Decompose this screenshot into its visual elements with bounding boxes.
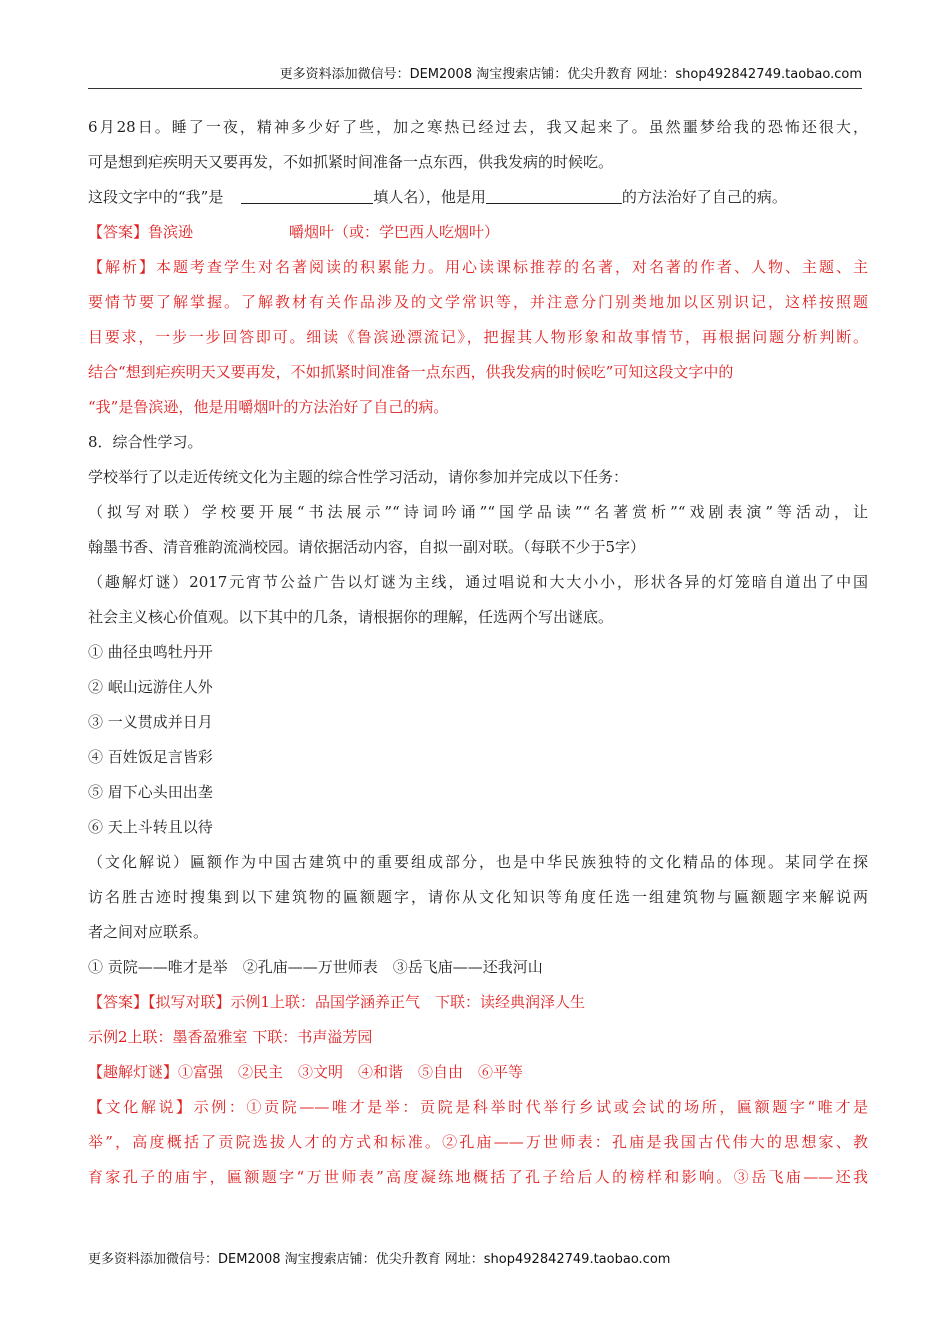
q7-answer-method: 嚼烟叶（或：学巴西人吃烟叶） <box>289 223 500 241</box>
page-header: 更多资料添加微信号：DEM2008 淘宝搜索店铺：优尖升教育 网址：shop492842749.taobao.com <box>88 64 862 89</box>
q8-answer-riddle: 【趣解灯谜】①富强 ②民主 ③文明 ④和谐 ⑤自由 ⑥平等 <box>88 1063 524 1081</box>
q7-answer-name: 【答案】鲁滨逊 <box>88 223 194 241</box>
riddle-item-2: ② 岷山远游住人外 <box>88 678 213 696</box>
q7-analysis-line-5: “我”是鲁滨逊，他是用嚼烟叶的方法治好了自己的病。 <box>88 398 449 416</box>
q8-answer-couplet-2: 示例2上联：墨香盈雅室 下联：书声溢芳园 <box>88 1028 373 1046</box>
q7-answer <box>88 215 868 250</box>
riddle-item-4: ④ 百姓饭足言皆彩 <box>88 748 213 766</box>
q7-analysis-line-4: 结合“想到疟疾明天又要再发，不如抓紧时间准备一点东西，供我发病的时候吃”可知这段文字中的 <box>88 363 734 381</box>
q7-question-part-a: 这段文字中的“我”是 <box>88 188 224 206</box>
q8-answer-couplet-1: 【答案】【拟写对联】示例1上联：品国学涵养正气 下联：读经典润泽人生 <box>88 993 586 1011</box>
q8-riddle-line-1: （趣解灯谜）2017元宵节公益广告以灯谜为主线，通过唱说和大大小小，形状各异的灯笼暗自道出了中国 <box>88 573 868 591</box>
q8-plaque-line-1: （文化解说）匾额作为中国古建筑中的重要组成部分，也是中华民族独特的文化精品的体现。某同学在探 <box>88 853 868 871</box>
q8-riddle-line-2: 社会主义核心价值观。以下其中的几条，请根据你的理解，任选两个写出谜底。 <box>88 608 614 626</box>
page-content <box>88 110 868 1195</box>
riddle-item-1: ① 曲径虫鸣牡丹开 <box>88 643 213 661</box>
q7-blank-method <box>486 183 622 204</box>
q8-answer-plaque-line-1: 【文化解说】示例：①贡院——唯才是举：贡院是科举时代举行乡试或会试的场所，匾额题字“唯才是 <box>88 1098 868 1116</box>
q8-plaque-items: ① 贡院——唯才是举 ②孔庙——万世师表 ③岳飞庙——还我河山 <box>88 958 543 976</box>
riddle-item-5: ⑤ 眉下心头田出垄 <box>88 783 213 801</box>
q8-couplet-line-1: （拟写对联）学校要开展“书法展示”“诗词吟诵”“国学品读”“名著赏析”“戏剧表演”等活动，让 <box>88 503 868 521</box>
riddle-item-3: ③ 一义贯成并日月 <box>88 713 213 731</box>
q7-question <box>88 180 868 215</box>
q7-analysis-line-1: 【解析】本题考查学生对名著阅读的积累能力。用心读课标推荐的名著，对名著的作者、人物、主题、主 <box>88 258 868 276</box>
q7-blank-name <box>241 183 373 204</box>
q8-intro: 学校举行了以走近传统文化为主题的综合性学习活动，请你参加并完成以下任务： <box>88 468 629 486</box>
riddle-item-6: ⑥ 天上斗转且以待 <box>88 818 213 836</box>
q7-passage-line-2: 可是想到疟疾明天又要再发，不如抓紧时间准备一点东西，供我发病的时候吃。 <box>88 153 614 171</box>
q7-analysis-line-3: 目要求，一步一步回答即可。细读《鲁滨逊漂流记》，把握其人物形象和故事情节，再根据问题分析判断。 <box>88 328 868 346</box>
q8-title: 8．综合性学习。 <box>88 433 203 451</box>
q8-plaque-line-3: 者之间对应联系。 <box>88 923 209 941</box>
q8-answer-plaque-line-3: 育家孔子的庙宇，匾额题字“万世师表”高度凝练地概括了孔子给后人的榜样和影响。③岳飞庙——还我 <box>88 1168 868 1186</box>
q8-answer-plaque-line-2: 举”，高度概括了贡院选拔人才的方式和标准。②孔庙——万世师表：孔庙是我国古代伟大的思想家、教 <box>88 1133 868 1151</box>
q8-couplet-line-2: 翰墨书香、清音雅韵流淌校园。请依据活动内容，自拟一副对联。（每联不少于5字） <box>88 538 646 556</box>
q7-passage-line-1: 6月28日。睡了一夜，精神多少好了些，加之寒热已经过去，我又起来了。虽然噩梦给我的恐怖还很大， <box>88 118 868 136</box>
q7-question-part-b: 填人名），他是用 <box>373 188 486 206</box>
q8-plaque-line-2: 访名胜古迹时搜集到以下建筑物的匾额题字，请你从文化知识等角度任选一组建筑物与匾额题字来解说两 <box>88 888 868 906</box>
page-footer: 更多资料添加微信号：DEM2008 淘宝搜索店铺：优尖升教育 网址：shop492842749.taobao.com <box>88 1252 671 1267</box>
q7-analysis-line-2: 要情节要了解掌握。了解教材有关作品涉及的文学常识等，并注意分门别类地加以区别识记，这样按照题 <box>88 293 868 311</box>
q7-question-part-c: 的方法治好了自己的病。 <box>621 188 787 206</box>
